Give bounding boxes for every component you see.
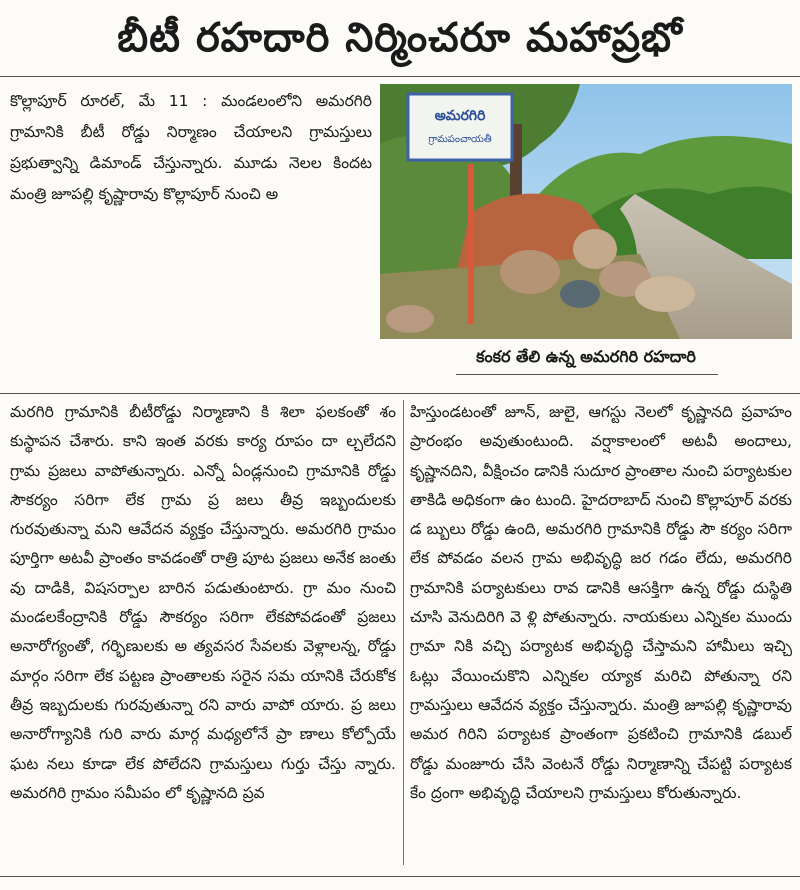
signboard-subtitle: గ్రామపంచాయతీ — [428, 134, 492, 145]
road-photo-illustration — [380, 84, 792, 339]
photo-caption: కంకర తేలి ఉన్న అమరగిరి రహదారి — [476, 347, 696, 366]
article-column-right: హిస్తుండటంతో జూన్, జులై, ఆగస్టు నెలలో కృష్ణానది ప్రవాహం ప్రారంభం అవుతుంటుంది. వర్షాకాలంలో అటవీ అందాలు, కృష్ణానదిని, వీక్షించం డానికి సుదూర ప్రాంతాల నుంచి పర్యాటకుల తాకిడి అధికంగా ఉం టుంది. హైదరాబాద్ నుంచి కొల్లాపూర్ వరకు డ బ్బులు రోడ్డు ఉంది, అమరగిరి గ్రామానికి రోడ్డు సౌ కర్యం సరిగా లేక పోవడం వలన గ్రామ అభివృద్ధి జర గడం లేదు, అమరగిరి గ్రామానికి పర్యాటకులు రావ డానికి ఆసక్తిగా ఉన్న రోడ్డు దుస్థితి చూసి వెనుదిరిగి వె ళ్లి పోతున్నారు. నాయకులు ఎన్నికల ముందు గ్రామా నికి వచ్చి పర్యాటక అభివృద్ధి చేస్తామని హామీలు ఇచ్చి ఓట్లు వేయించుకొని ఎన్నికల య్యాక మరిచి పోతున్నా రని గ్రామస్తులు ఆవేదన వ్యక్తం చేస్తున్నారు. మంత్రి జూపల్లి కృష్ణారావు అమర గిరిని పర్యాటక ప్రాంతంగా ప్రకటించి గ్రామానికి డబుల్ రోడ్డు మంజూరు చేసి వెంటనే రోడ్డు నిర్మాణాన్ని చేపట్టి పర్యాటక కేం ద్రంగా అభివృద్ధి చేయాలని గ్రామస్తులు కోరుతున్నారు. — [410, 403, 792, 802]
article-headline: బీటీ రహదారి నిర్మించరూ మహాప్రభో — [117, 15, 683, 61]
article-column-left: మరగిరి గ్రామానికి బీటీరోడ్డు నిర్మాణాని కి శిలా ఫలకంతో శం కుస్థాపన చేశారు. కాని ఇంత వరకు కార్య రూపం దా ల్చలేదని గ్రామ ప్రజలు వాపోతున్నారు. ఎన్నో ఏండ్లనుంచి గ్రామానికి రోడ్డు సౌకర్యం సరిగా లేక గ్రామ ప్ర జలు తీవ్ర ఇబ్బందులకు గురవుతున్నా మని ఆవేదన వ్యక్తం చేస్తున్నారు. అమరగిరి గ్రామం పూర్తిగా అటవీ ప్రాంతం కావడంతో రాత్రి పూట ప్రజలు అనేక జంతు వు దాడికి, విషసర్పాల బారిన పడుతుంటారు. గ్రా మం నుంచి మండలకేంద్రానికి రోడ్డు సౌకర్యం సరిగా లేకపోవడంతో ప్రజలు అనారోగ్యంతో, గర్భిణులకు అ త్యవసర సేవలకు వెళ్లాలన్న, రోడ్డు మార్గం సరిగా లేక పట్టణ ప్రాంతాలకు సరైన సమ యానికి చేరుకోక తీవ్ర ఇబ్బదులకు గురవుతున్నా రని వారు వాపో యారు. ప్ర జలు అనారోగ్యానికి గురి వారు మార్గ మధ్యలోనే ప్రా ణాలు కోల్పోయే ఘట నలు కూడా లేక పోలేదని గ్రామస్తులు గుర్తు చేస్తు న్నారు. అమరగిరి గ్రామం సమీపం లో కృష్ణానది ప్రవ — [10, 403, 396, 802]
headline-divider — [0, 76, 800, 77]
bottom-divider — [0, 876, 800, 877]
body-top-divider — [0, 393, 800, 394]
signboard-title: అమరగిరి — [434, 108, 486, 124]
road-photo — [380, 84, 792, 339]
intro-paragraph: కొల్లాపూర్ రూరల్, మే 11 : మండలంలోని అమరగిరి గ్రామానికి బీటీ రోడ్డు నిర్మాణం చేయాలని గ్రామస్తులు ప్రభుత్వాన్ని డిమాండ్ చేస్తున్నారు. మూడు నెలల కిందట మంత్రి జూపల్లి కృష్ణారావు కొల్లాపూర్ నుంచి అ — [10, 92, 372, 203]
column-divider — [403, 400, 404, 865]
caption-divider — [456, 374, 718, 375]
